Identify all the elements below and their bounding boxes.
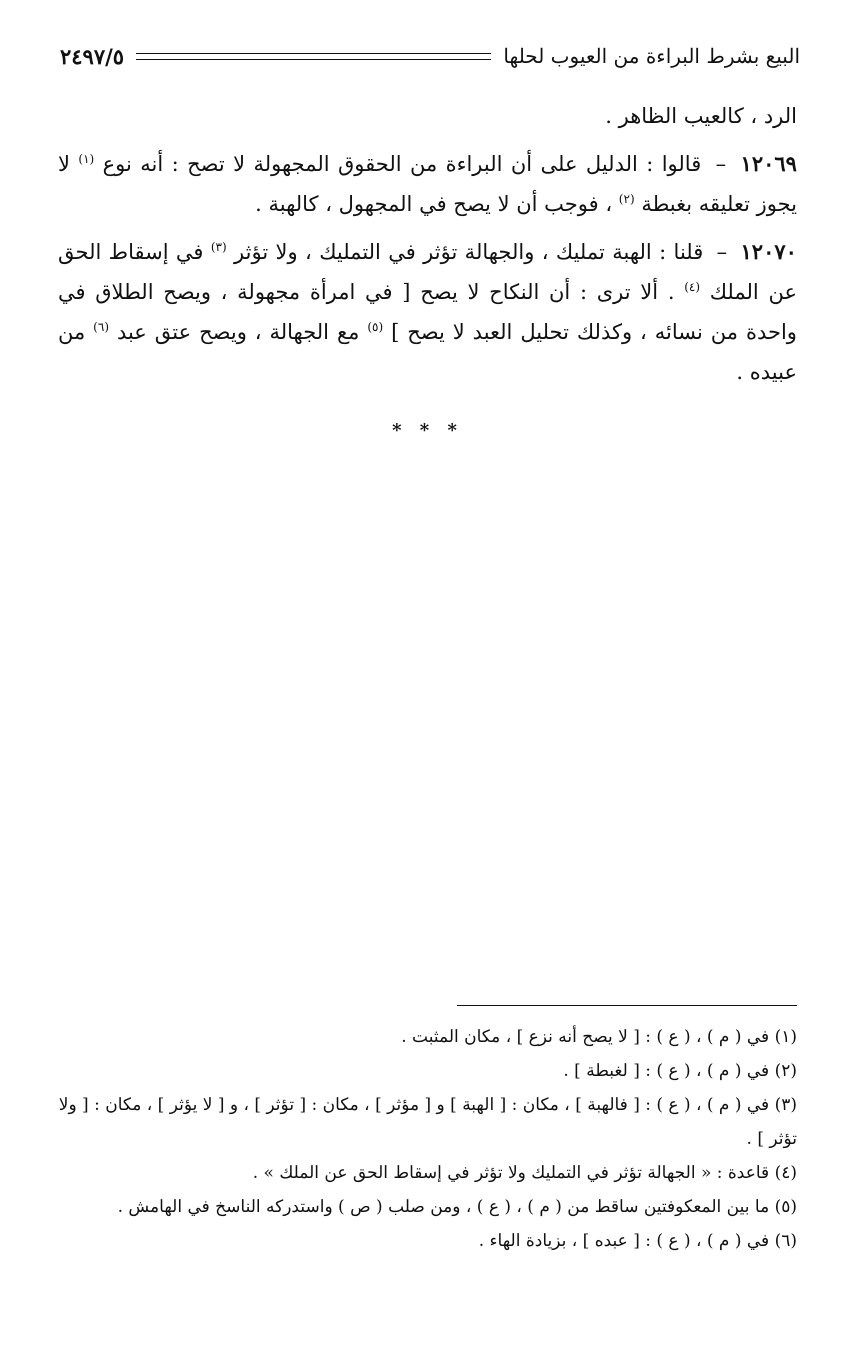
section-separator-stars: * * * — [392, 420, 463, 441]
footnotes — [58, 1020, 797, 1258]
footnote-6: (٦) في ( م ) ، ( ع ) : [ عبده ] ، بزيادة الهاء . — [478, 1231, 797, 1251]
paragraph-text: لا يجوز تعليقه بغبطة — [58, 152, 797, 216]
header-title: البيع بشرط البراءة من العيوب لحلها — [503, 44, 800, 68]
dash: – — [715, 152, 727, 176]
paragraph-12070 — [58, 232, 797, 392]
footnote-ref: (١) — [78, 152, 95, 166]
footnote-separator-rule — [457, 1005, 797, 1006]
paragraph-text: قلنا : الهبة تمليك ، والجهالة تؤثر في التمليك ، ولا تؤثر — [234, 240, 704, 264]
footnote-2: (٢) في ( م ) ، ( ع ) : [ لغبطة ] . — [563, 1061, 797, 1081]
footnote-5: (٥) ما بين المعكوفتين ساقط من ( م ) ، ( ع ) ، ومن صلب ( ص ) واستدركه الناسخ في الهامش . — [117, 1197, 797, 1217]
paragraph-text: . ألا ترى : أن النكاح لا يصح [ في امرأة مجهولة ، ويصح الطلاق في واحدة من نسائه ، وكذلك تحليل العبد لا يصح ] — [58, 280, 797, 344]
main-text — [58, 96, 797, 392]
page-number: ٢٤٩٧/٥ — [60, 43, 125, 69]
paragraph-text: قالوا : الدليل على أن البراءة من الحقوق المجهولة لا تصح : أنه نوع — [102, 152, 702, 176]
footnote-ref: (٢) — [618, 192, 635, 206]
footnote-3: (٣) في ( م ) ، ( ع ) : [ فالهبة ] ، مكان : [ الهبة ] و [ مؤثر ] ، مكان : [ تؤثر ] ، و [ لا يؤثر ] ، مكان : [ ولا تؤثر ] . — [58, 1095, 797, 1149]
paragraph-number: ١٢٠٧٠ — [740, 239, 797, 264]
running-header — [60, 38, 800, 74]
paragraph-12069 — [58, 144, 797, 224]
footnote-ref: (٥) — [367, 320, 384, 334]
footnote-ref: (٣) — [210, 240, 227, 254]
dash: – — [716, 240, 728, 264]
paragraph-text: ، فوجب أن لا يصح في المجهول ، كالهبة . — [255, 192, 613, 216]
header-double-rule — [136, 53, 491, 60]
footnote-ref: (٤) — [684, 280, 701, 294]
paragraph-text: مع الجهالة ، ويصح عتق عبد — [116, 320, 360, 344]
paragraph-text: الرد ، كالعيب الظاهر . — [605, 104, 797, 128]
footnote-4: (٤) قاعدة : « الجهالة تؤثر في التمليك ولا تؤثر في إسقاط الحق عن الملك » . — [252, 1163, 797, 1183]
paragraph-number: ١٢٠٦٩ — [740, 151, 797, 176]
footnote-1: (١) في ( م ) ، ( ع ) : [ لا يصح أنه نزع ] ، مكان المثبت . — [401, 1027, 797, 1047]
footnote-ref: (٦) — [93, 320, 109, 334]
paragraph-text: في إسقاط الحق عن الملك — [58, 240, 797, 304]
paragraph-text: من عبيده . — [58, 320, 797, 384]
paragraph-continuation — [58, 96, 797, 136]
